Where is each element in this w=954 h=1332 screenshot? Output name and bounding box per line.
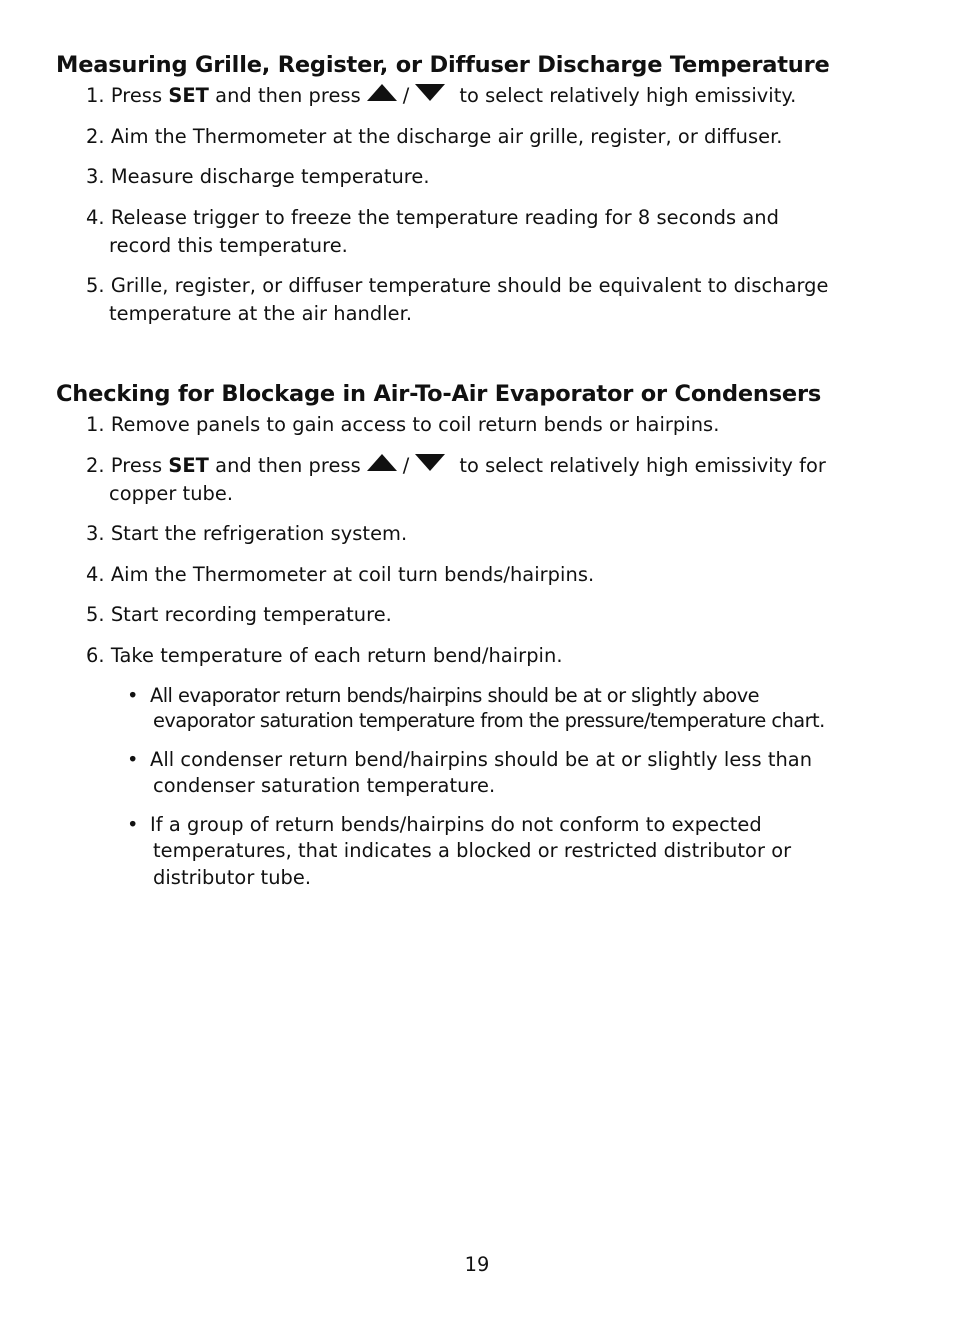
step-text: to select relatively high emissivity. — [459, 84, 797, 107]
bullet-1-line-1: All evaporator return bends/hairpins should be at or slightly above — [150, 684, 759, 707]
step-3-measure: 3. Measure discharge temperature. — [86, 165, 430, 188]
step-4-release-trigger: 4. Release trigger to freeze the temperature reading for 8 seconds and — [86, 206, 779, 229]
bullet-3-line-2: temperatures, that indicates a blocked or restricted distributor or — [153, 839, 792, 862]
step-2-aim: 2. Aim the Thermometer at the discharge air grille, register, or diffuser. — [86, 125, 783, 148]
bullet-2-line-2: condenser saturation temperature. — [153, 774, 496, 797]
bullet-2-line-1: All condenser return bend/hairpins should be at or slightly less than — [150, 748, 813, 771]
step-number: 1. — [86, 84, 105, 107]
bullet-marker: • — [127, 684, 139, 707]
step-1-press-set — [86, 84, 796, 107]
step-4-continued: record this temperature. — [109, 234, 348, 257]
step-text: Press — [110, 454, 163, 477]
step-text: Press — [110, 84, 163, 107]
step-3-start-system: 3. Start the refrigeration system. — [86, 522, 408, 545]
separator: / — [402, 84, 410, 107]
bullet-3-line-3: distributor tube. — [153, 866, 312, 889]
up-arrow-icon — [367, 84, 397, 101]
step-2-press-set — [86, 454, 826, 477]
step-2-continued: copper tube. — [109, 482, 234, 505]
step-1-remove-panels: 1. Remove panels to gain access to coil return bends or hairpins. — [86, 413, 720, 436]
step-number: 2. — [86, 454, 105, 477]
bullet-marker: • — [127, 748, 139, 771]
step-5-equivalent: 5. Grille, register, or diffuser temperature should be equivalent to discharge — [86, 274, 829, 297]
bullet-3-line-1: If a group of return bends/hairpins do not conform to expected — [150, 813, 762, 836]
bullet-1-line-2: evaporator saturation temperature from the pressure/temperature chart. — [153, 709, 825, 732]
step-text: and then press — [215, 84, 361, 107]
section-heading-discharge-temperature: Measuring Grille, Register, or Diffuser Discharge Temperature — [56, 52, 830, 78]
bullet-marker: • — [127, 813, 139, 836]
step-text: to select relatively high emissivity for — [459, 454, 826, 477]
step-5-continued: temperature at the air handler. — [109, 302, 413, 325]
page-number: 19 — [464, 1253, 490, 1276]
set-key-label: SET — [168, 84, 209, 107]
step-6-take-temperature: 6. Take temperature of each return bend/hairpin. — [86, 644, 563, 667]
up-arrow-icon — [367, 454, 397, 471]
step-4-aim: 4. Aim the Thermometer at coil turn bends/hairpins. — [86, 563, 595, 586]
down-arrow-icon — [415, 84, 445, 101]
step-5-recording: 5. Start recording temperature. — [86, 603, 392, 626]
set-key-label: SET — [168, 454, 209, 477]
separator: / — [402, 454, 410, 477]
step-text: and then press — [215, 454, 361, 477]
down-arrow-icon — [415, 454, 445, 471]
section-heading-blockage: Checking for Blockage in Air-To-Air Evaporator or Condensers — [56, 381, 822, 407]
